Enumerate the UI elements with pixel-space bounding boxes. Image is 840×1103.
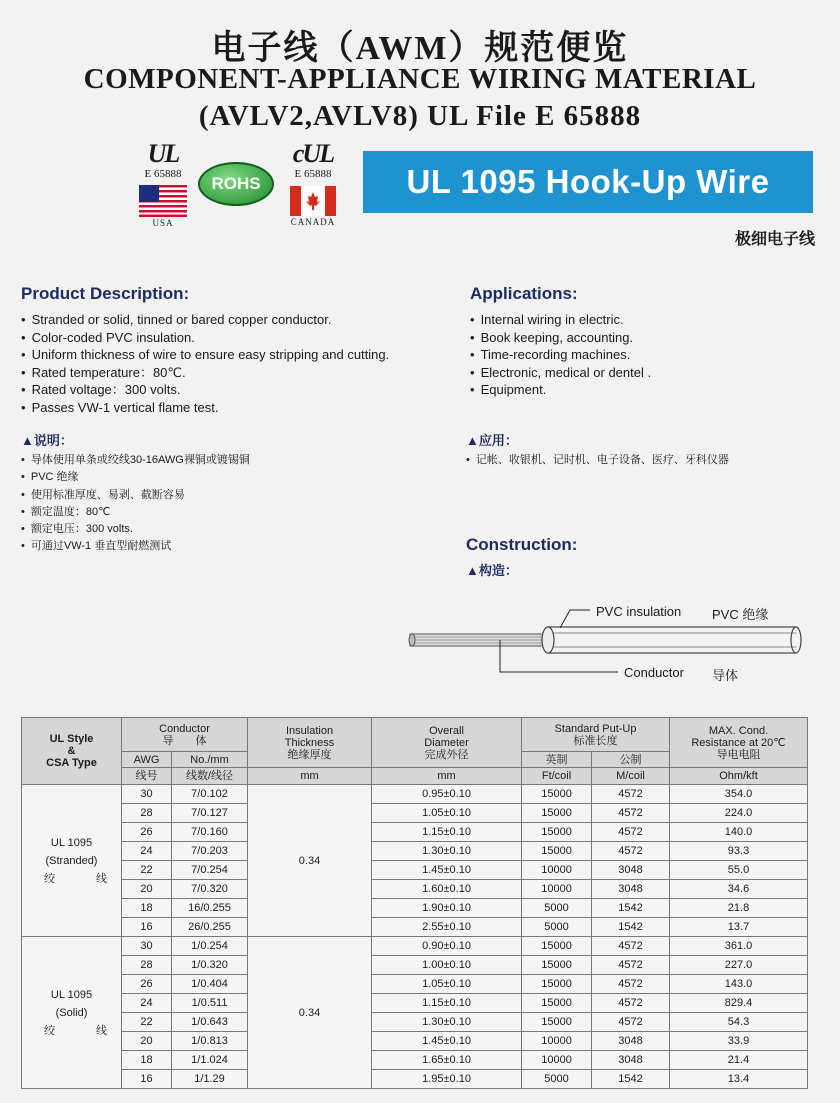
nomm-cell: 7/0.254 <box>172 861 248 880</box>
ul-usa-cert <box>128 140 198 229</box>
style-group-cell: UL 1095 (Stranded) 绞 线 <box>22 785 122 937</box>
table-row <box>22 975 808 994</box>
description-list <box>21 311 389 417</box>
table-row <box>22 899 808 918</box>
en-cell: 15000 <box>522 1013 592 1032</box>
metric-cell: 4572 <box>592 842 670 861</box>
col-style: UL Style & CSA Type <box>22 718 122 785</box>
en-cell: 5000 <box>522 899 592 918</box>
overall-cell: 1.95±0.10 <box>372 1070 522 1089</box>
description-item: • Passes VW-1 vertical flame test. <box>21 399 389 417</box>
overall-cell: 1.05±0.10 <box>372 975 522 994</box>
conductor-label-cn: 导体 <box>712 668 739 683</box>
nomm-cell: 7/0.102 <box>172 785 248 804</box>
overall-cell: 1.45±0.10 <box>372 1032 522 1051</box>
spec-table <box>21 717 808 1089</box>
application-item: • Time-recording machines. <box>470 346 651 364</box>
en-cell: 15000 <box>522 823 592 842</box>
nomm-cell: 16/0.255 <box>172 899 248 918</box>
application-item: • Internal wiring in electric. <box>470 311 651 329</box>
resist-cell: 21.8 <box>670 899 808 918</box>
title-cn: 电子线（AWM）规范便览 <box>211 30 629 67</box>
metric-cell: 4572 <box>592 994 670 1013</box>
awg-cell: 20 <box>122 880 172 899</box>
description-cn-item: • 额定温度：80℃ <box>21 504 250 521</box>
en-cell: 15000 <box>522 804 592 823</box>
table-row <box>22 1032 808 1051</box>
applications-cn-heading: ▲应用： <box>466 433 518 448</box>
col-overall-unit: mm <box>372 768 522 785</box>
style-group-cell: UL 1095 (Solid) 绞 线 <box>22 937 122 1089</box>
col-insulation: Insulation Thickness 绝缘厚度 <box>248 718 372 768</box>
nomm-cell: 1/0.404 <box>172 975 248 994</box>
applications-heading: Applications: <box>470 284 578 303</box>
en-cell: 5000 <box>522 918 592 937</box>
application-item: • Electronic, medical or dentel . <box>470 364 651 382</box>
banner-subtitle: 极细电子线 <box>734 231 815 248</box>
awg-cell: 24 <box>122 994 172 1013</box>
insulation-cell: 0.34 <box>248 937 372 1089</box>
awg-cell: 24 <box>122 842 172 861</box>
en-cell: 10000 <box>522 1051 592 1070</box>
col-insulation-unit: mm <box>248 768 372 785</box>
metric-cell: 4572 <box>592 823 670 842</box>
resist-cell: 829.4 <box>670 994 808 1013</box>
metric-cell: 1542 <box>592 918 670 937</box>
nomm-cell: 1/1.024 <box>172 1051 248 1070</box>
table-row <box>22 937 808 956</box>
applications-list <box>470 311 651 399</box>
conductor-label: Conductor <box>624 665 684 680</box>
ul-usa-file-number: E 65888 <box>144 168 182 180</box>
nomm-cell: 1/0.813 <box>172 1032 248 1051</box>
product-banner: UL 1095 Hook-Up Wire <box>363 151 813 213</box>
insulation-label: PVC insulation <box>596 604 682 619</box>
en-cell: 15000 <box>522 994 592 1013</box>
pvc-insulation <box>548 627 796 653</box>
application-item: • Equipment. <box>470 381 651 399</box>
resist-cell: 13.7 <box>670 918 808 937</box>
resist-cell: 13.4 <box>670 1070 808 1089</box>
insulation-cell: 0.34 <box>248 785 372 937</box>
description-cn-item: • PVC 绝缘 <box>21 469 250 486</box>
awg-cell: 18 <box>122 899 172 918</box>
metric-cell: 3048 <box>592 1032 670 1051</box>
metric-cell: 4572 <box>592 975 670 994</box>
application-cn-item: • 记帐、收银机、记时机、电子设备、医疗、牙科仪器 <box>466 452 729 469</box>
nomm-cell: 7/0.127 <box>172 804 248 823</box>
en-cell: 5000 <box>522 1070 592 1089</box>
applications-cn-list <box>466 452 729 469</box>
table-row <box>22 823 808 842</box>
overall-cell: 1.30±0.10 <box>372 842 522 861</box>
col-awg-cn: 线号 <box>122 768 172 785</box>
description-cn-item: • 额定电压：300 volts. <box>21 521 250 538</box>
awg-cell: 20 <box>122 1032 172 1051</box>
overall-cell: 0.90±0.10 <box>372 937 522 956</box>
description-item: • Color-coded PVC insulation. <box>21 329 389 347</box>
table-row <box>22 880 808 899</box>
nomm-cell: 7/0.160 <box>172 823 248 842</box>
canada-flag-icon <box>290 186 336 216</box>
awg-cell: 16 <box>122 1070 172 1089</box>
spec-table-header <box>22 718 808 785</box>
en-cell: 10000 <box>522 1032 592 1051</box>
col-en-unit: Ft/coil <box>522 768 592 785</box>
awg-cell: 18 <box>122 1051 172 1070</box>
overall-cell: 0.95±0.10 <box>372 785 522 804</box>
title-en-line2: (AVLV2,AVLV8) UL File E 65888 <box>198 100 642 132</box>
col-conductor: Conductor 导 体 <box>122 718 248 752</box>
overall-cell: 1.15±0.10 <box>372 994 522 1013</box>
title-en-line1: COMPONENT-APPLIANCE WIRING MATERIAL <box>83 63 757 95</box>
table-row <box>22 994 808 1013</box>
awg-cell: 28 <box>122 804 172 823</box>
resist-cell: 93.3 <box>670 842 808 861</box>
spec-table-body <box>22 785 808 1089</box>
description-cn-list <box>21 452 250 556</box>
awg-cell: 22 <box>122 861 172 880</box>
awg-cell: 28 <box>122 956 172 975</box>
resist-cell: 140.0 <box>670 823 808 842</box>
description-cn-heading: ▲说明： <box>21 433 73 448</box>
col-metric: 公制 <box>592 752 670 768</box>
awg-cell: 26 <box>122 975 172 994</box>
metric-cell: 3048 <box>592 1051 670 1070</box>
nomm-cell: 1/1.29 <box>172 1070 248 1089</box>
description-item: • Rated temperature：80℃. <box>21 364 389 382</box>
canada-label: CANADA <box>290 217 336 227</box>
col-resist-unit: Ohm/kft <box>670 768 808 785</box>
nomm-cell: 7/0.203 <box>172 842 248 861</box>
en-cell: 15000 <box>522 975 592 994</box>
overall-cell: 1.15±0.10 <box>372 823 522 842</box>
description-item: • Uniform thickness of wire to ensure easy stripping and cutting. <box>21 346 389 364</box>
resist-cell: 143.0 <box>670 975 808 994</box>
resist-cell: 54.3 <box>670 1013 808 1032</box>
resist-cell: 227.0 <box>670 956 808 975</box>
overall-cell: 1.60±0.10 <box>372 880 522 899</box>
table-row <box>22 918 808 937</box>
table-row <box>22 861 808 880</box>
en-cell: 10000 <box>522 880 592 899</box>
table-row <box>22 785 808 804</box>
metric-cell: 4572 <box>592 785 670 804</box>
overall-cell: 1.05±0.10 <box>372 804 522 823</box>
insulation-label-cn: PVC 绝缘 <box>712 607 769 622</box>
nomm-cell: 1/0.320 <box>172 956 248 975</box>
metric-cell: 4572 <box>592 956 670 975</box>
col-nomm: No./mm <box>172 752 248 768</box>
cul-logo: cUL <box>292 139 334 168</box>
resist-cell: 361.0 <box>670 937 808 956</box>
overall-cell: 1.65±0.10 <box>372 1051 522 1070</box>
overall-cell: 1.45±0.10 <box>372 861 522 880</box>
en-cell: 15000 <box>522 785 592 804</box>
usa-label: USA <box>152 218 174 228</box>
resist-cell: 34.6 <box>670 880 808 899</box>
col-metric-unit: M/coil <box>592 768 670 785</box>
resist-cell: 33.9 <box>670 1032 808 1051</box>
awg-cell: 30 <box>122 937 172 956</box>
usa-flag-icon <box>139 185 187 217</box>
en-cell: 15000 <box>522 956 592 975</box>
col-overall: Overall Diameter 完成外径 <box>372 718 522 768</box>
table-row <box>22 1070 808 1089</box>
nomm-cell: 7/0.320 <box>172 880 248 899</box>
nomm-cell: 1/0.254 <box>172 937 248 956</box>
description-cn-item: • 导体使用单条或绞线30-16AWG裸铜或镀锡铜 <box>21 452 250 469</box>
description-cn-item: • 使用标准厚度、易剥、截断容易 <box>21 487 250 504</box>
awg-cell: 30 <box>122 785 172 804</box>
nomm-cell: 1/0.643 <box>172 1013 248 1032</box>
col-awg: AWG <box>122 752 172 768</box>
en-cell: 15000 <box>522 937 592 956</box>
overall-cell: 2.55±0.10 <box>372 918 522 937</box>
overall-cell: 1.00±0.10 <box>372 956 522 975</box>
nomm-cell: 1/0.511 <box>172 994 248 1013</box>
resist-cell: 21.4 <box>670 1051 808 1070</box>
col-nomm-cn: 线数/线径 <box>172 768 248 785</box>
en-cell: 10000 <box>522 861 592 880</box>
metric-cell: 4572 <box>592 937 670 956</box>
application-item: • Book keeping, accounting. <box>470 329 651 347</box>
cul-file-number: E 65888 <box>294 168 332 180</box>
awg-cell: 22 <box>122 1013 172 1032</box>
resist-cell: 224.0 <box>670 804 808 823</box>
metric-cell: 4572 <box>592 1013 670 1032</box>
construction-heading: Construction: <box>466 535 578 554</box>
resist-cell: 55.0 <box>670 861 808 880</box>
table-row <box>22 956 808 975</box>
col-en: 英制 <box>522 752 592 768</box>
metric-cell: 3048 <box>592 880 670 899</box>
col-putup: Standard Put-Up 标准长度 <box>522 718 670 752</box>
table-row <box>22 842 808 861</box>
description-item: • Rated voltage：300 volts. <box>21 381 389 399</box>
description-heading: Product Description: <box>21 284 190 303</box>
rohs-badge: ROHS <box>198 162 274 206</box>
resist-cell: 354.0 <box>670 785 808 804</box>
cul-canada-cert <box>278 140 348 228</box>
awg-cell: 16 <box>122 918 172 937</box>
en-cell: 15000 <box>522 842 592 861</box>
nomm-cell: 26/0.255 <box>172 918 248 937</box>
metric-cell: 4572 <box>592 804 670 823</box>
overall-cell: 1.90±0.10 <box>372 899 522 918</box>
table-row <box>22 1051 808 1070</box>
table-row <box>22 804 808 823</box>
description-item: • Stranded or solid, tinned or bared copper conductor. <box>21 311 389 329</box>
col-resistance: MAX. Cond. Resistance at 20℃ 导电电阻 <box>670 718 808 768</box>
metric-cell: 1542 <box>592 1070 670 1089</box>
ul-logo: UL <box>147 139 179 168</box>
awg-cell: 26 <box>122 823 172 842</box>
overall-cell: 1.30±0.10 <box>372 1013 522 1032</box>
description-cn-item: • 可通过VW-1 垂直型耐燃测试 <box>21 538 250 555</box>
metric-cell: 3048 <box>592 861 670 880</box>
table-row <box>22 1013 808 1032</box>
metric-cell: 1542 <box>592 899 670 918</box>
construction-cn-heading: ▲构造： <box>466 563 518 578</box>
